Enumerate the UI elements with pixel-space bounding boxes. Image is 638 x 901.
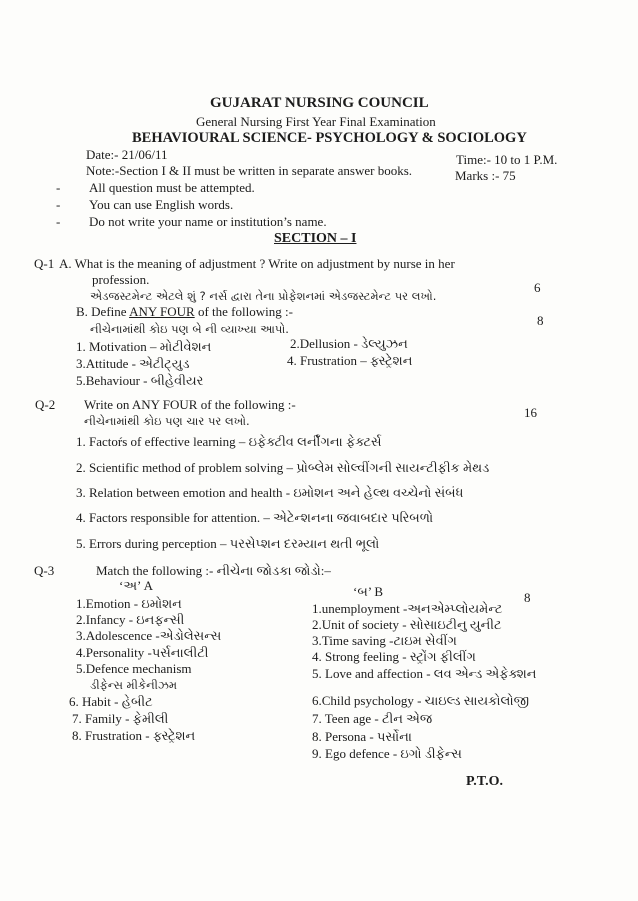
q1a-gujarati: એડજસ્ટમેન્ટ એટલે શું ? નર્સ દ્વારા તેના પ્રોફેશનમાં એડજસ્ટમેન્ટ પર લખો.: [90, 289, 437, 303]
q3-label: Q-3: [34, 563, 55, 578]
q3-col-b-item: 9. Ego defence - ઇગો ડીફેન્સ: [312, 746, 462, 761]
q1b-gujarati: નીચેનામાંથી કોઇ પણ બે ની વ્યાખ્યા આપો.: [90, 322, 289, 336]
q1b-item: 4. Frustration – ફ્સ્ટ્રેશન: [287, 353, 413, 368]
instruction-bullet: -: [56, 214, 61, 229]
q3-column-b-heading: ‘બ’ B: [353, 584, 384, 599]
instruction-text: All question must be attempted.: [89, 180, 255, 195]
q3-col-a-item: ડીફેન્સ મીકેનીઝમ: [90, 678, 178, 692]
q1b-question: B. Define ANY FOUR of the following :-: [76, 304, 293, 319]
subject-title: BEHAVIOURAL SCIENCE- PSYCHOLOGY & SOCIOLOGY: [132, 130, 527, 146]
q1a-marks: 6: [534, 280, 541, 295]
instruction-text: You can use English words.: [89, 197, 234, 212]
instruction-bullet: -: [56, 197, 61, 212]
exam-title: General Nursing First Year Final Examination: [196, 114, 436, 129]
q3-col-b-item: 4. Strong feeling - સ્ટ્રોંગ ફીલીંગ: [312, 649, 476, 664]
q3-col-b-item: 2.Unit of society - સોસાઇટીનુ યુનીટ: [312, 617, 502, 632]
exam-note: Note:-Section I & II must be written in separate answer books.: [86, 163, 412, 178]
section-heading: SECTION – I: [274, 231, 357, 246]
q3-col-b-item: 3.Time saving -ટાઇમ સેવીંગ: [312, 633, 457, 648]
q2-label: Q-2: [35, 397, 56, 412]
q2-item: 4. Factors responsible for attention. – એટેન્શનના જવાબદાર પરિબળો: [76, 510, 434, 525]
q3-col-b-item: 7. Teen age - ટીન એજ: [312, 711, 433, 726]
exam-time: Time:- 10 to 1 P.M.: [456, 152, 558, 167]
pto-label: P.T.O.: [466, 774, 503, 789]
q2-item: 2. Scientific method of problem solving – પ્રોબ્લેમ સોલ્વીંગની સાયન્ટીફીક મેથડ: [76, 460, 490, 475]
q2-marks: 16: [524, 405, 537, 420]
q3-col-a-item: 1.Emotion - ઇમોશન: [76, 596, 182, 611]
total-marks: Marks :- 75: [455, 168, 516, 183]
q2-item: 1. Factoŕs of effective learning – ઇફેક્ટીવ લર્નીંગના ફેક્ટર્સ: [76, 434, 382, 449]
council-title: GUJARAT NURSING COUNCIL: [210, 95, 429, 111]
q3-question: Match the following :- નીચેના જોડકા જોડો:–: [96, 563, 331, 578]
q2-item: 3. Relation between emotion and health - ઇમોશન અને હેલ્થ વચ્ચેનો સંબંધ: [76, 485, 464, 500]
q3-col-b-item: 1.unemployment -અનએમ્પ્લોયમેન્ટ: [312, 601, 503, 616]
q1b-item: 3.Attitude - એટીટ્યુડ: [76, 356, 190, 371]
q1b-item: 2.Dellusion - ડેલ્યુઝન: [290, 336, 408, 351]
q2-gujarati: નીચેનામાંથી કોઇ પણ ચાર પર લખો.: [84, 414, 250, 428]
q3-col-a-item: 3.Adolescence -એડોલેસન્સ: [76, 628, 222, 643]
q1b-item: 5.Behaviour - બીહેવીયર: [76, 373, 204, 388]
q3-col-a-item: 8. Frustration - ફ્સ્ટ્રેશન: [72, 728, 196, 743]
q1a-question-cont: profession.: [92, 272, 150, 287]
q3-col-b-item: 8. Persona - પર્સોના: [312, 729, 412, 744]
q1a-question: A. What is the meaning of adjustment ? Write on adjustment by nurse in her: [59, 256, 455, 271]
q3-col-b-item: 5. Love and affection - લવ એન્ડ એફેક્શન: [312, 666, 537, 681]
q3-col-a-item: 2.Infancy - ઇનફન્સી: [76, 612, 185, 627]
q3-col-a-item: 6. Habit - હેબીટ: [69, 694, 153, 709]
q3-col-a-item: 4.Personality -પર્સનાલીટી: [76, 645, 209, 660]
q3-col-b-item: 6.Child psychology - ચાઇલ્ડ સાયકોલોજી: [312, 693, 530, 708]
q1-label: Q-1: [34, 256, 55, 271]
q2-question: Write on ANY FOUR of the following :-: [84, 397, 296, 412]
exam-date: Date:- 21/06/11: [86, 147, 168, 162]
instruction-bullet: -: [56, 180, 61, 195]
q1b-marks: 8: [537, 313, 544, 328]
q1b-item: 1. Motivation – મોટીવેશન: [76, 339, 212, 354]
q3-column-a-heading: ‘અ’ A: [119, 578, 154, 593]
q3-marks: 8: [524, 590, 531, 605]
instruction-text: Do not write your name or institution’s name.: [89, 214, 327, 229]
q3-col-a-item: 5.Defence mechanism: [76, 661, 192, 676]
q2-item: 5. Errors during perception – પરસેપ્શન દરમ્યાન થતી ભૂલો: [76, 536, 380, 551]
q3-col-a-item: 7. Family - ફેમીલી: [72, 711, 169, 726]
